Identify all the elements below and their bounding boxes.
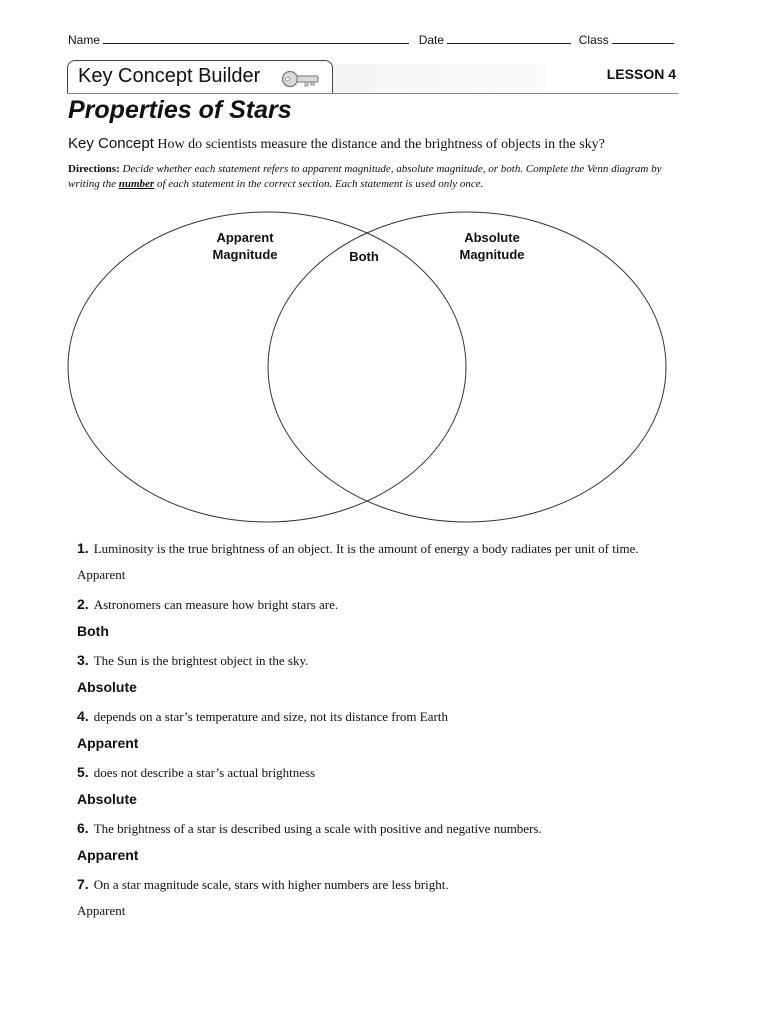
answer-4[interactable]: Apparent [77,735,139,751]
name-label: Name [68,33,101,47]
statement-text: Luminosity is the true brightness of an object. It is the amount of energy a body radiates per unit of time. [93,541,639,556]
key-concept [68,135,708,153]
apparent-label-line1: Apparent [216,230,274,245]
statement-number: 6. [77,820,89,836]
header-shade [332,64,546,92]
statement-number: 7. [77,876,89,892]
page-title: Properties of Stars [68,96,292,124]
statement-4 [77,708,697,735]
statement-number: 2. [77,596,89,612]
header-divider [67,93,678,94]
answer-2[interactable]: Both [77,623,109,639]
statement-7 [77,876,697,903]
apparent-magnitude-label [190,229,300,263]
answer-3[interactable]: Absolute [77,679,137,695]
key-concept-builder-tab [67,60,333,93]
statement-1 [77,540,697,567]
statement-number: 1. [77,540,89,556]
statement-5 [77,764,697,791]
builder-title: Key Concept Builder [78,65,261,87]
statement-text: The brightness of a star is described using a scale with positive and negative numbers. [93,821,542,836]
student-info-row [68,32,678,47]
directions-text-1: Decide whether each statement refers to apparent magnitude, absolute magnitude, or both. Complete the Venn diagram by writing the [68,163,662,190]
class-label: Class [578,33,609,47]
answer-6[interactable]: Apparent [77,847,139,863]
key-concept-label: Key Concept [68,135,154,152]
absolute-label-line1: Absolute [464,230,520,245]
statement-text: Astronomers can measure how bright stars are. [93,597,339,612]
absolute-label-line2: Magnitude [459,247,525,262]
statement-2 [77,596,697,623]
directions-text-2: of each statement in the correct section. Each statement is used only once. [156,178,484,190]
statement-text: The Sun is the brightest object in the sky. [93,653,309,668]
venn-diagram [60,205,680,530]
date-field[interactable] [447,32,571,44]
directions-emphasis: number [118,178,155,190]
statement-number: 5. [77,764,89,780]
answer-1[interactable]: Apparent [77,567,126,582]
statement-text: does not describe a star’s actual brightness [93,765,316,780]
both-label: Both [349,249,379,264]
name-field[interactable] [103,32,409,44]
statement-text: On a star magnitude scale, stars with higher numbers are less bright. [93,877,449,892]
statement-number: 4. [77,708,89,724]
class-field[interactable] [612,32,674,44]
answer-7[interactable]: Apparent [77,903,126,918]
statement-6 [77,820,697,847]
apparent-label-line2: Magnitude [212,247,278,262]
statement-3 [77,652,697,679]
statement-list [77,540,697,932]
statement-text: depends on a star’s temperature and size, not its distance from Earth [93,709,448,724]
lesson-label: LESSON 4 [606,66,676,82]
directions [68,162,668,192]
statement-number: 3. [77,652,89,668]
key-concept-question: How do scientists measure the distance and the brightness of objects in the sky? [157,137,605,152]
directions-label: Directions: [68,163,120,175]
key-icon [281,70,321,93]
answer-5[interactable]: Absolute [77,791,137,807]
date-label: Date [418,33,445,47]
absolute-magnitude-label [437,229,547,263]
